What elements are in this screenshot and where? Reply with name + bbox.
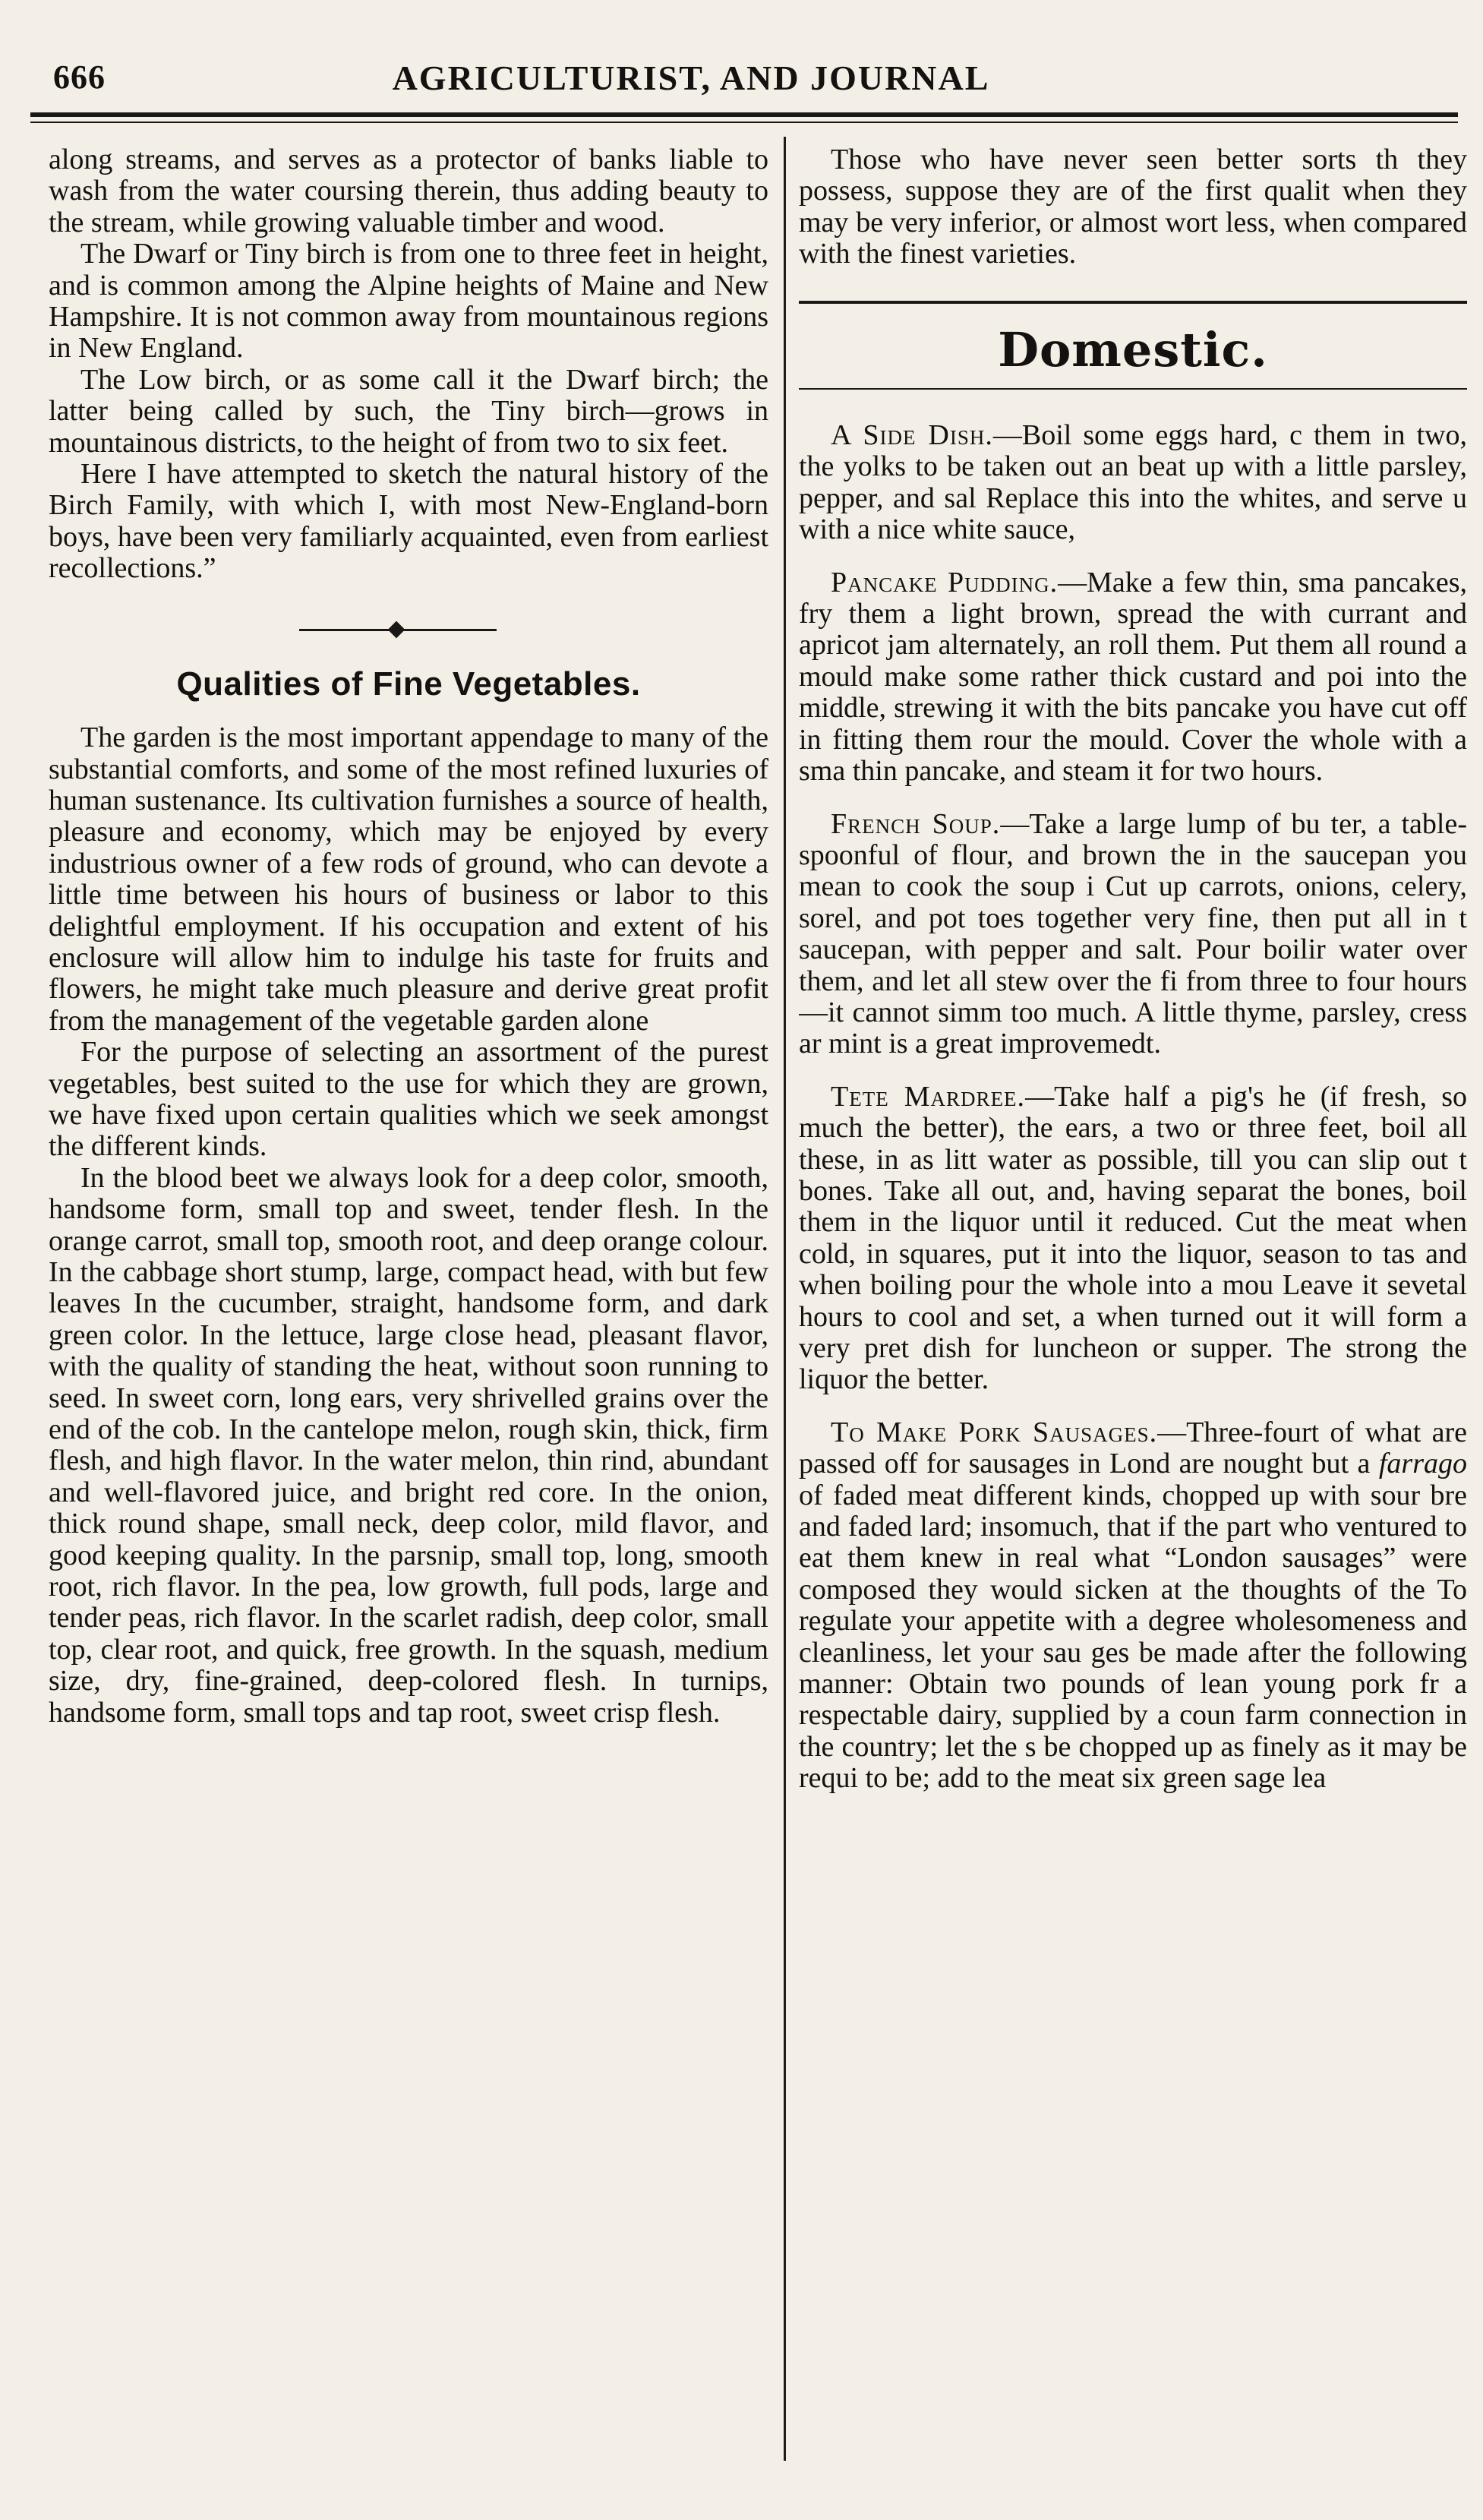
recipe-heading: To Make Pork Sausages. xyxy=(831,1416,1158,1448)
birch-paragraph-3: The Low birch, or as some call it the Dwarf birch; the latter being called by such, the Tiny birch—grows in mountainous districts, to the height of from two to six feet. xyxy=(49,363,768,459)
section-ornament xyxy=(49,615,768,646)
section-rule-thin xyxy=(799,388,1467,390)
recipe-text: —Take half a pig's he (if fresh, so much the better), the ears, a two or three feet, boil all these, in as litt water as possible, till you can slip out t bones. Take all out, and, having separat the bones, boil them in the liquor until it reduced. Cut the meat when cold, in squares, put it into the liquor, season to tas and when boiling pour the whole into a mou Leave it sevetal hours to cool and set, a when turned out it will form a very pret dish for luncheon or supper. The strong the liquor the better. xyxy=(799,1080,1467,1396)
recipe-pancake-pudding xyxy=(799,567,1467,788)
recipe-text: —Three-fourt of what are passed off for sausages in Lond are nought but a xyxy=(799,1416,1467,1480)
left-column xyxy=(49,144,768,1729)
section-rule xyxy=(799,301,1467,304)
recipe-side-dish xyxy=(799,420,1467,546)
page-number: 666 xyxy=(53,58,106,96)
recipe-heading: French Soup. xyxy=(831,807,1001,840)
column-divider xyxy=(784,137,786,2461)
vegetables-paragraph-1: The garden is the most important appendage to many of the substantial comforts, and some of the most refined luxuries of human sustenance. Its cultivation furnishes a source of health, pleasure and economy, which may be enjoyed by every industrious owner of a few rods of ground, who can devote a little time between his hours of business or labor to this delightful employment. If his occupation and extent of his enclosure will allow him to indulge his taste for fruits and flowers, he might take much pleasure and derive great profit from the management of the vegetable garden alone xyxy=(49,722,768,1037)
vegetables-paragraph-3: In the blood beet we always look for a deep color, smooth, handsome form, small top and sweet, tender flesh. In the orange carrot, small top, smooth root, and deep orange colour. In the cabbage short stump, large, compact head, with but few leaves In the cucumber, straight, handsome form, and dark green color. In the lettuce, large close head, pleasant flavor, with the quality of standing the heat, without soon running to seed. In sweet corn, long ears, very shrivelled grains over the end of the cob. In the cantelope melon, rough skin, thick, firm flesh, and high flavor. In the water melon, thin rind, abundant and well-flavored juice, and bright red core. In the onion, thick round shape, small neck, deep color, mild flavor, and good keeping quality. In the parsnip, small top, long, smooth root, rich flavor. In the pea, low growth, full pods, large and tender peas, rich flavor. In the scarlet radish, deep color, small top, clear root, and quick, free growth. In the squash, medium size, dry, fine-grained, deep-colored flesh. In turnips, handsome form, small tops and tap root, sweet crisp flesh. xyxy=(49,1161,768,1729)
recipe-text-continued: of faded meat different kinds, chopped up with sour bre and faded lard; insomuch, that if the part who ventured to eat them knew in real what “London sausages” were composed they would sicken at the thoughts of the To regulate your appetite with a degree wholesomeness and cleanliness, let your sau ges be made after the following manner: Obtain two pounds of lean young pork fr a respectable dairy, supplied by a coun farm connection in the country; let the s be chopped up as finely as it may be requi to be; add to the meat six green sage lea xyxy=(799,1479,1467,1795)
recipe-heading: A Side Dish. xyxy=(831,419,993,452)
birch-paragraph-4: Here I have attempted to sketch the natural history of the Birch Family, with which I, with most New-England-born boys, have been very familiarly acquainted, even from earliest recollections.” xyxy=(49,458,768,585)
varieties-paragraph: Those who have never seen better sorts th they possess, suppose they are of the first qualit when they may be very inferior, or almost wort less, when compared with the finest varieties. xyxy=(799,144,1467,270)
domestic-heading: Domestic. xyxy=(998,321,1268,377)
recipe-text: —Take a large lump of bu ter, a table-spoonful of flour, and brown the in the saucepan you mean to cook the soup i Cut up carrots, onions, celery, sorel, and pot toes together very fine, then put all in t saucepan, with pepper and salt. Pour boilir water over them, and let all stew over the fi from three to four hours—it cannot simm too much. A little thyme, parsley, cress ar mint is a great improvemedt. xyxy=(799,807,1467,1060)
journal-title: AGRICULTURIST, AND JOURNAL xyxy=(392,58,990,97)
vegetables-paragraph-2: For the purpose of selecting an assortment of the purest vegetables, best suited to the use for which they are grown, we have fixed upon certain qualities which we seek amongst the different kinds. xyxy=(49,1036,768,1163)
birch-paragraph-1: along streams, and serves as a protector of banks liable to wash from the water coursing therein, thus adding beauty to the stream, while growing valuable timber and wood. xyxy=(49,144,768,238)
recipe-heading: Pancake Pudding. xyxy=(831,566,1059,598)
header-rule-thick xyxy=(30,112,1458,117)
ornament-diamond-icon xyxy=(388,621,405,638)
running-head xyxy=(46,52,1450,105)
right-column xyxy=(799,144,1467,1795)
header-rule-thin xyxy=(30,122,1458,123)
birch-paragraph-2: The Dwarf or Tiny birch is from one to three feet in height, and is common among the Alpine heights of Maine and New Hampshire. It is not common away from mountainous regions in New England. xyxy=(49,238,768,365)
vegetables-heading: Qualities of Fine Vegetables. xyxy=(176,665,641,703)
recipe-heading: Tete Mardree. xyxy=(831,1080,1026,1113)
recipe-tete-mardree xyxy=(799,1082,1467,1396)
recipe-pork-sausages xyxy=(799,1417,1467,1795)
recipe-text: —Boil some eggs hard, c them in two, the yolks to be taken out an beat up with a little parsley, pepper, and sal Replace this into the whites, and serve u with a nice white sauce, xyxy=(799,419,1467,546)
recipe-italic-word: farrago xyxy=(1378,1448,1467,1480)
recipe-french-soup xyxy=(799,809,1467,1060)
recipe-text: —Make a few thin, sma pancakes, fry them a light brown, spread the with currant and apricot jam alternately, an roll them. Put them all round a mould make some rather thick custard and poi into the middle, strewing it with the bits pancake you have cut off in fitting them rour the mould. Cover the whole with a sma thin pancake, and steam it for two hours. xyxy=(799,566,1467,788)
